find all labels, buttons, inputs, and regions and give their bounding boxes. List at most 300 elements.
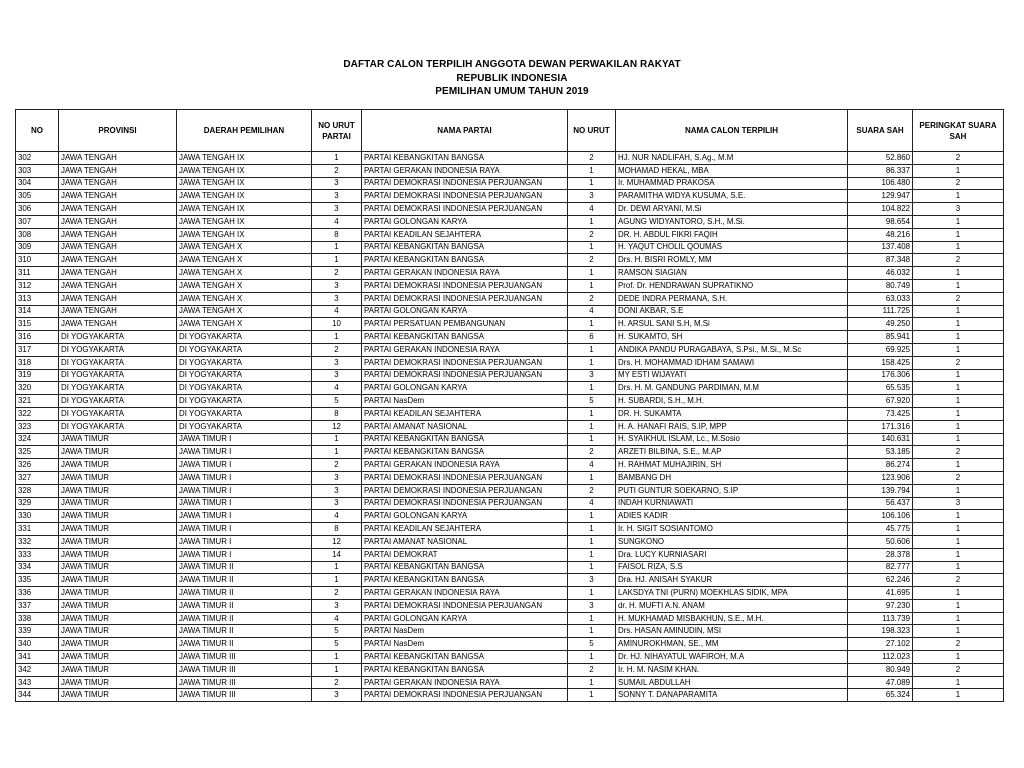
table-row	[16, 484, 1004, 497]
cell-no-urut-partai: 1	[312, 433, 362, 446]
cell-no-urut-partai: 4	[312, 612, 362, 625]
cell-suara-sah: 48.216	[848, 228, 913, 241]
table-row	[16, 395, 1004, 408]
cell-no: 303	[16, 164, 59, 177]
cell-no-urut: 3	[568, 599, 616, 612]
cell-peringkat: 1	[913, 279, 1004, 292]
cell-suara-sah: 62.246	[848, 574, 913, 587]
table-row	[16, 343, 1004, 356]
cell-no-urut: 1	[568, 382, 616, 395]
cell-peringkat: 1	[913, 535, 1004, 548]
cell-no-urut: 4	[568, 497, 616, 510]
cell-peringkat: 1	[913, 305, 1004, 318]
cell-provinsi: JAWA TENGAH	[59, 241, 177, 254]
cell-suara-sah: 82.777	[848, 561, 913, 574]
table-row	[16, 651, 1004, 664]
cell-provinsi: JAWA TIMUR	[59, 510, 177, 523]
table-row	[16, 241, 1004, 254]
cell-daerah-pemilihan: JAWA TIMUR III	[177, 651, 312, 664]
table-row	[16, 638, 1004, 651]
cell-nama-calon: DONI AKBAR, S.E	[616, 305, 848, 318]
table-row	[16, 382, 1004, 395]
cell-no-urut-partai: 8	[312, 407, 362, 420]
table-row	[16, 279, 1004, 292]
title-line-1: DAFTAR CALON TERPILIH ANGGOTA DEWAN PERWAKILAN RAKYAT	[343, 59, 681, 70]
cell-no: 319	[16, 369, 59, 382]
cell-no: 334	[16, 561, 59, 574]
cell-peringkat: 2	[913, 254, 1004, 267]
cell-no-urut: 1	[568, 164, 616, 177]
cell-daerah-pemilihan: DI YOGYAKARTA	[177, 395, 312, 408]
cell-no-urut-partai: 1	[312, 663, 362, 676]
cell-nama-calon: BAMBANG DH	[616, 471, 848, 484]
cell-provinsi: JAWA TENGAH	[59, 254, 177, 267]
cell-provinsi: JAWA TENGAH	[59, 305, 177, 318]
cell-peringkat: 1	[913, 561, 1004, 574]
cell-provinsi: JAWA TIMUR	[59, 612, 177, 625]
cell-no-urut-partai: 8	[312, 228, 362, 241]
cell-nama-calon: Ir. H. M. NASIM KHAN.	[616, 663, 848, 676]
cell-nama-partai: PARTAI NasDem	[362, 638, 568, 651]
cell-peringkat: 1	[913, 523, 1004, 536]
cell-no-urut: 4	[568, 459, 616, 472]
cell-peringkat: 2	[913, 177, 1004, 190]
cell-suara-sah: 73.425	[848, 407, 913, 420]
cell-no-urut-partai: 5	[312, 638, 362, 651]
cell-no-urut-partai: 2	[312, 164, 362, 177]
cell-no-urut-partai: 5	[312, 625, 362, 638]
table-row	[16, 599, 1004, 612]
cell-no: 329	[16, 497, 59, 510]
cell-no-urut-partai: 3	[312, 497, 362, 510]
cell-no-urut-partai: 14	[312, 548, 362, 561]
cell-no: 343	[16, 676, 59, 689]
cell-provinsi: JAWA TIMUR	[59, 497, 177, 510]
header-nama-calon: NAMA CALON TERPILIH	[616, 110, 848, 152]
cell-suara-sah: 65.324	[848, 689, 913, 702]
cell-nama-calon: MOHAMAD HEKAL, MBA	[616, 164, 848, 177]
cell-suara-sah: 198.323	[848, 625, 913, 638]
cell-suara-sah: 139.794	[848, 484, 913, 497]
cell-provinsi: JAWA TENGAH	[59, 318, 177, 331]
cell-no: 313	[16, 292, 59, 305]
cell-suara-sah: 111.725	[848, 305, 913, 318]
cell-no: 339	[16, 625, 59, 638]
cell-no: 302	[16, 152, 59, 165]
cell-no: 330	[16, 510, 59, 523]
cell-nama-partai: PARTAI KEBANGKITAN BANGSA	[362, 561, 568, 574]
cell-nama-calon: LAKSDYA TNI (PURN) MOEKHLAS SIDIK, MPA	[616, 587, 848, 600]
cell-provinsi: JAWA TENGAH	[59, 292, 177, 305]
cell-no: 333	[16, 548, 59, 561]
cell-nama-calon: PUTI GUNTUR SOEKARNO, S.IP	[616, 484, 848, 497]
cell-suara-sah: 45.775	[848, 523, 913, 536]
cell-daerah-pemilihan: JAWA TENGAH X	[177, 279, 312, 292]
cell-no-urut: 1	[568, 279, 616, 292]
cell-no: 317	[16, 343, 59, 356]
cell-nama-partai: PARTAI KEADILAN SEJAHTERA	[362, 228, 568, 241]
cell-no-urut: 1	[568, 612, 616, 625]
cell-provinsi: DI YOGYAKARTA	[59, 420, 177, 433]
cell-provinsi: JAWA TIMUR	[59, 433, 177, 446]
cell-no-urut: 1	[568, 343, 616, 356]
table-row	[16, 561, 1004, 574]
cell-daerah-pemilihan: JAWA TENGAH X	[177, 292, 312, 305]
cell-provinsi: DI YOGYAKARTA	[59, 331, 177, 344]
cell-suara-sah: 87.348	[848, 254, 913, 267]
cell-no-urut-partai: 3	[312, 471, 362, 484]
cell-peringkat: 1	[913, 689, 1004, 702]
header-daerah-pemilihan: DAERAH PEMILIHAN	[177, 110, 312, 152]
cell-provinsi: JAWA TENGAH	[59, 203, 177, 216]
cell-no: 304	[16, 177, 59, 190]
cell-nama-partai: PARTAI KEBANGKITAN BANGSA	[362, 241, 568, 254]
cell-no: 314	[16, 305, 59, 318]
cell-no-urut-partai: 3	[312, 356, 362, 369]
cell-no: 338	[16, 612, 59, 625]
cell-daerah-pemilihan: JAWA TIMUR I	[177, 523, 312, 536]
cell-nama-partai: PARTAI DEMOKRASI INDONESIA PERJUANGAN	[362, 292, 568, 305]
cell-nama-calon: SUMAIL ABDULLAH	[616, 676, 848, 689]
cell-no-urut-partai: 1	[312, 152, 362, 165]
cell-nama-partai: PARTAI DEMOKRASI INDONESIA PERJUANGAN	[362, 689, 568, 702]
cell-no: 307	[16, 215, 59, 228]
cell-daerah-pemilihan: JAWA TIMUR II	[177, 561, 312, 574]
cell-suara-sah: 47.089	[848, 676, 913, 689]
cell-suara-sah: 176.306	[848, 369, 913, 382]
cell-suara-sah: 41.695	[848, 587, 913, 600]
cell-no-urut: 1	[568, 548, 616, 561]
cell-suara-sah: 63.033	[848, 292, 913, 305]
cell-daerah-pemilihan: JAWA TIMUR I	[177, 548, 312, 561]
cell-suara-sah: 97.230	[848, 599, 913, 612]
cell-daerah-pemilihan: JAWA TIMUR II	[177, 599, 312, 612]
table-row	[16, 190, 1004, 203]
table-row	[16, 446, 1004, 459]
cell-nama-partai: PARTAI NasDem	[362, 625, 568, 638]
cell-no: 310	[16, 254, 59, 267]
cell-nama-calon: AGUNG WIDYANTORO, S.H., M.Si.	[616, 215, 848, 228]
cell-suara-sah: 56.437	[848, 497, 913, 510]
cell-no-urut-partai: 2	[312, 587, 362, 600]
cell-nama-partai: PARTAI GOLONGAN KARYA	[362, 305, 568, 318]
cell-nama-partai: PARTAI AMANAT NASIONAL	[362, 535, 568, 548]
cell-peringkat: 1	[913, 407, 1004, 420]
cell-no: 323	[16, 420, 59, 433]
cell-provinsi: JAWA TENGAH	[59, 164, 177, 177]
table-row	[16, 612, 1004, 625]
cell-nama-calon: Drs. H. M. GANDUNG PARDIMAN, M.M	[616, 382, 848, 395]
cell-provinsi: JAWA TIMUR	[59, 484, 177, 497]
cell-provinsi: DI YOGYAKARTA	[59, 382, 177, 395]
cell-provinsi: JAWA TIMUR	[59, 548, 177, 561]
cell-provinsi: JAWA TIMUR	[59, 638, 177, 651]
cell-daerah-pemilihan: JAWA TIMUR I	[177, 484, 312, 497]
cell-provinsi: JAWA TENGAH	[59, 279, 177, 292]
cell-no-urut: 3	[568, 574, 616, 587]
cell-no-urut: 1	[568, 215, 616, 228]
cell-nama-calon: INDAH KURNIAWATI	[616, 497, 848, 510]
cell-peringkat: 1	[913, 612, 1004, 625]
cell-daerah-pemilihan: JAWA TENGAH IX	[177, 152, 312, 165]
cell-nama-partai: PARTAI KEADILAN SEJAHTERA	[362, 523, 568, 536]
cell-nama-partai: PARTAI KEBANGKITAN BANGSA	[362, 254, 568, 267]
cell-peringkat: 1	[913, 228, 1004, 241]
table-row	[16, 497, 1004, 510]
cell-no-urut: 3	[568, 369, 616, 382]
cell-peringkat: 3	[913, 497, 1004, 510]
cell-nama-calon: H. RAHMAT MUHAJIRIN, SH	[616, 459, 848, 472]
cell-no-urut: 1	[568, 689, 616, 702]
cell-no-urut: 1	[568, 510, 616, 523]
cell-no: 309	[16, 241, 59, 254]
cell-no-urut-partai: 3	[312, 177, 362, 190]
table-row	[16, 420, 1004, 433]
cell-provinsi: JAWA TIMUR	[59, 459, 177, 472]
cell-no-urut: 2	[568, 254, 616, 267]
cell-nama-partai: PARTAI KEBANGKITAN BANGSA	[362, 574, 568, 587]
cell-no-urut: 3	[568, 190, 616, 203]
cell-no-urut-partai: 12	[312, 535, 362, 548]
cell-no-urut: 1	[568, 356, 616, 369]
cell-nama-partai: PARTAI DEMOKRASI INDONESIA PERJUANGAN	[362, 203, 568, 216]
cell-nama-partai: PARTAI GERAKAN INDONESIA RAYA	[362, 459, 568, 472]
cell-daerah-pemilihan: JAWA TENGAH X	[177, 254, 312, 267]
cell-no-urut: 2	[568, 152, 616, 165]
cell-suara-sah: 28.378	[848, 548, 913, 561]
cell-suara-sah: 86.274	[848, 459, 913, 472]
cell-no-urut: 2	[568, 228, 616, 241]
cell-nama-partai: PARTAI GERAKAN INDONESIA RAYA	[362, 343, 568, 356]
cell-nama-partai: PARTAI GERAKAN INDONESIA RAYA	[362, 164, 568, 177]
cell-no-urut-partai: 1	[312, 651, 362, 664]
cell-no-urut: 1	[568, 625, 616, 638]
cell-no: 305	[16, 190, 59, 203]
cell-nama-calon: Ir. H. SIGIT SOSIANTOMO	[616, 523, 848, 536]
cell-nama-partai: PARTAI AMANAT NASIONAL	[362, 420, 568, 433]
cell-nama-partai: PARTAI GERAKAN INDONESIA RAYA	[362, 267, 568, 280]
cell-daerah-pemilihan: JAWA TIMUR II	[177, 574, 312, 587]
table-header-row	[16, 110, 1004, 152]
cell-provinsi: JAWA TIMUR	[59, 535, 177, 548]
cell-daerah-pemilihan: JAWA TIMUR I	[177, 497, 312, 510]
cell-nama-calon: DR. H. ABDUL FIKRI FAQIH	[616, 228, 848, 241]
cell-no: 321	[16, 395, 59, 408]
cell-no: 332	[16, 535, 59, 548]
cell-no: 320	[16, 382, 59, 395]
cell-nama-partai: PARTAI DEMOKRASI INDONESIA PERJUANGAN	[362, 369, 568, 382]
cell-no-urut-partai: 2	[312, 676, 362, 689]
cell-daerah-pemilihan: JAWA TIMUR III	[177, 676, 312, 689]
cell-suara-sah: 67.920	[848, 395, 913, 408]
cell-peringkat: 1	[913, 190, 1004, 203]
cell-peringkat: 2	[913, 446, 1004, 459]
header-provinsi: PROVINSI	[59, 110, 177, 152]
cell-daerah-pemilihan: JAWA TENGAH IX	[177, 177, 312, 190]
cell-daerah-pemilihan: JAWA TIMUR II	[177, 587, 312, 600]
cell-nama-partai: PARTAI KEBANGKITAN BANGSA	[362, 446, 568, 459]
cell-no-urut-partai: 4	[312, 305, 362, 318]
cell-suara-sah: 129.947	[848, 190, 913, 203]
cell-provinsi: JAWA TENGAH	[59, 215, 177, 228]
cell-no: 324	[16, 433, 59, 446]
cell-no: 340	[16, 638, 59, 651]
cell-provinsi: JAWA TIMUR	[59, 651, 177, 664]
cell-no-urut-partai: 3	[312, 484, 362, 497]
cell-suara-sah: 98.654	[848, 215, 913, 228]
cell-no-urut-partai: 4	[312, 510, 362, 523]
cell-peringkat: 1	[913, 164, 1004, 177]
cell-no-urut: 5	[568, 395, 616, 408]
cell-no-urut-partai: 1	[312, 331, 362, 344]
cell-no-urut-partai: 8	[312, 523, 362, 536]
cell-nama-partai: PARTAI GERAKAN INDONESIA RAYA	[362, 587, 568, 600]
header-no-urut: NO URUT	[568, 110, 616, 152]
cell-daerah-pemilihan: JAWA TIMUR II	[177, 612, 312, 625]
cell-no-urut-partai: 3	[312, 203, 362, 216]
cell-nama-partai: PARTAI DEMOKRASI INDONESIA PERJUANGAN	[362, 497, 568, 510]
cell-no-urut-partai: 5	[312, 395, 362, 408]
elected-candidates-table	[15, 109, 1004, 702]
cell-peringkat: 1	[913, 548, 1004, 561]
cell-nama-calon: AMINUROKHMAN, SE., MM	[616, 638, 848, 651]
cell-nama-calon: SONNY T. DANAPARAMITA	[616, 689, 848, 702]
cell-no-urut-partai: 2	[312, 267, 362, 280]
cell-provinsi: JAWA TENGAH	[59, 177, 177, 190]
table-row	[16, 356, 1004, 369]
cell-nama-calon: Dr. HJ. NIHAYATUL WAFIROH, M.A	[616, 651, 848, 664]
cell-suara-sah: 52.860	[848, 152, 913, 165]
cell-no-urut-partai: 1	[312, 446, 362, 459]
cell-peringkat: 1	[913, 395, 1004, 408]
cell-suara-sah: 104.822	[848, 203, 913, 216]
cell-no-urut: 1	[568, 433, 616, 446]
header-peringkat: PERINGKAT SUARA SAH	[913, 110, 1004, 152]
cell-daerah-pemilihan: JAWA TIMUR II	[177, 625, 312, 638]
cell-daerah-pemilihan: JAWA TENGAH X	[177, 318, 312, 331]
cell-no-urut: 1	[568, 318, 616, 331]
cell-peringkat: 2	[913, 152, 1004, 165]
cell-provinsi: JAWA TIMUR	[59, 625, 177, 638]
cell-nama-calon: Dra. HJ. ANISAH SYAKUR	[616, 574, 848, 587]
table-row	[16, 203, 1004, 216]
cell-no-urut: 4	[568, 305, 616, 318]
cell-nama-calon: H. SYAIKHUL ISLAM, Lc., M.Sosio	[616, 433, 848, 446]
cell-nama-partai: PARTAI NasDem	[362, 395, 568, 408]
cell-daerah-pemilihan: JAWA TENGAH IX	[177, 190, 312, 203]
cell-suara-sah: 50.606	[848, 535, 913, 548]
title-line-3: PEMILIHAN UMUM TAHUN 2019	[435, 86, 589, 97]
cell-nama-calon: SUNGKONO	[616, 535, 848, 548]
cell-nama-partai: PARTAI GERAKAN INDONESIA RAYA	[362, 676, 568, 689]
cell-suara-sah: 65.535	[848, 382, 913, 395]
table-row	[16, 574, 1004, 587]
table-row	[16, 689, 1004, 702]
cell-no: 308	[16, 228, 59, 241]
cell-nama-partai: PARTAI KEBANGKITAN BANGSA	[362, 152, 568, 165]
cell-no-urut-partai: 3	[312, 190, 362, 203]
cell-suara-sah: 49.250	[848, 318, 913, 331]
cell-no-urut: 4	[568, 203, 616, 216]
cell-no-urut: 1	[568, 651, 616, 664]
cell-provinsi: JAWA TENGAH	[59, 267, 177, 280]
cell-no-urut: 1	[568, 676, 616, 689]
table-row	[16, 254, 1004, 267]
cell-no: 322	[16, 407, 59, 420]
cell-daerah-pemilihan: JAWA TIMUR III	[177, 663, 312, 676]
cell-peringkat: 1	[913, 343, 1004, 356]
cell-daerah-pemilihan: DI YOGYAKARTA	[177, 382, 312, 395]
cell-no-urut: 1	[568, 267, 616, 280]
cell-no: 335	[16, 574, 59, 587]
cell-peringkat: 2	[913, 638, 1004, 651]
title-line-2: REPUBLIK INDONESIA	[456, 72, 568, 84]
cell-peringkat: 1	[913, 331, 1004, 344]
cell-no-urut-partai: 4	[312, 215, 362, 228]
cell-suara-sah: 69.925	[848, 343, 913, 356]
cell-nama-partai: PARTAI KEBANGKITAN BANGSA	[362, 651, 568, 664]
cell-suara-sah: 53.185	[848, 446, 913, 459]
cell-daerah-pemilihan: JAWA TIMUR I	[177, 535, 312, 548]
table-row	[16, 587, 1004, 600]
cell-nama-calon: RAMSON SIAGIAN	[616, 267, 848, 280]
cell-nama-calon: Drs. HASAN AMINUDIN, MSI	[616, 625, 848, 638]
cell-nama-calon: H. SUKAMTO, SH	[616, 331, 848, 344]
cell-peringkat: 1	[913, 459, 1004, 472]
cell-nama-partai: PARTAI GOLONGAN KARYA	[362, 612, 568, 625]
table-row	[16, 523, 1004, 536]
cell-peringkat: 2	[913, 663, 1004, 676]
cell-no: 331	[16, 523, 59, 536]
cell-peringkat: 1	[913, 599, 1004, 612]
cell-no-urut-partai: 3	[312, 369, 362, 382]
cell-nama-calon: ARZETI BILBINA, S.E., M.AP	[616, 446, 848, 459]
cell-peringkat: 1	[913, 241, 1004, 254]
cell-provinsi: JAWA TENGAH	[59, 228, 177, 241]
cell-nama-calon: Dra. LUCY KURNIASARI	[616, 548, 848, 561]
table-row	[16, 433, 1004, 446]
cell-daerah-pemilihan: JAWA TIMUR I	[177, 510, 312, 523]
cell-daerah-pemilihan: DI YOGYAKARTA	[177, 356, 312, 369]
cell-no: 342	[16, 663, 59, 676]
cell-nama-partai: PARTAI PERSATUAN PEMBANGUNAN	[362, 318, 568, 331]
cell-peringkat: 1	[913, 267, 1004, 280]
cell-provinsi: DI YOGYAKARTA	[59, 369, 177, 382]
table-row	[16, 548, 1004, 561]
cell-nama-calon: H. SUBARDI, S.H., M.H.	[616, 395, 848, 408]
cell-no: 311	[16, 267, 59, 280]
cell-suara-sah: 137.408	[848, 241, 913, 254]
cell-suara-sah: 86.337	[848, 164, 913, 177]
cell-no: 344	[16, 689, 59, 702]
cell-no-urut: 2	[568, 292, 616, 305]
cell-nama-calon: FAISOL RIZA, S.S	[616, 561, 848, 574]
cell-no-urut: 1	[568, 241, 616, 254]
cell-nama-calon: Drs. H. MOHAMMAD IDHAM SAMAWI	[616, 356, 848, 369]
cell-suara-sah: 113.739	[848, 612, 913, 625]
cell-peringkat: 1	[913, 625, 1004, 638]
cell-peringkat: 1	[913, 215, 1004, 228]
table-row	[16, 228, 1004, 241]
cell-daerah-pemilihan: JAWA TENGAH X	[177, 241, 312, 254]
cell-no-urut-partai: 2	[312, 343, 362, 356]
table-row	[16, 267, 1004, 280]
cell-daerah-pemilihan: JAWA TENGAH IX	[177, 203, 312, 216]
cell-suara-sah: 106.106	[848, 510, 913, 523]
cell-peringkat: 1	[913, 433, 1004, 446]
cell-no: 337	[16, 599, 59, 612]
cell-daerah-pemilihan: DI YOGYAKARTA	[177, 407, 312, 420]
